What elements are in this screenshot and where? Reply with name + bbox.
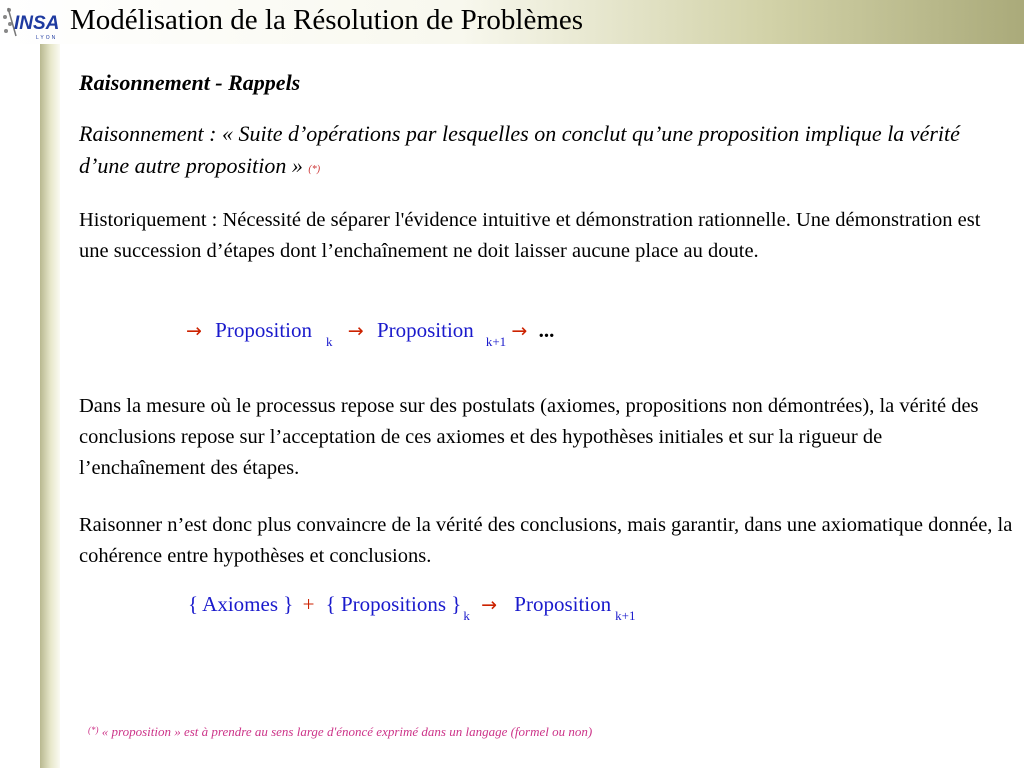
decorative-sidebar bbox=[40, 44, 60, 768]
arrow-right-icon: → bbox=[186, 320, 202, 342]
definition-body: Raisonnement : « Suite d’opérations par lesquelles on conclut qu’une proposition implique la vérité d’une autre proposition » bbox=[79, 121, 960, 178]
formula-axiomes-set: { Axiomes } bbox=[188, 592, 294, 616]
footnote-mark: (*) bbox=[88, 725, 99, 735]
paragraph-raisonner: Raisonner n’est donc plus convaincre de la vérité des conclusions, mais garantir, dans une axiomatique donnée, la cohérence entre hypothèses et conclusions. bbox=[79, 514, 1013, 567]
formula-subscript-k: k bbox=[463, 608, 470, 623]
logo-text: INSA bbox=[14, 13, 60, 34]
footnote-text: « proposition » est à prendre au sens large d'énoncé exprimé dans un langage (formel ou non) bbox=[98, 724, 593, 739]
section-subtitle: Raisonnement - Rappels bbox=[79, 70, 301, 95]
definition-footnote-ref: (*) bbox=[308, 164, 321, 175]
formula-subscript-k: k bbox=[326, 334, 333, 349]
formula-ellipsis: ... bbox=[538, 318, 555, 342]
definition-text bbox=[79, 118, 979, 182]
formula-propositions-set: { Propositions } bbox=[325, 592, 462, 616]
plus-icon: + bbox=[302, 592, 315, 616]
title-bar bbox=[0, 0, 1024, 44]
formula-axiomes bbox=[188, 592, 636, 623]
formula-term-k1: Proposition bbox=[376, 318, 474, 342]
formula-subscript-k1: k+1 bbox=[485, 334, 507, 349]
arrow-right-icon: → bbox=[481, 594, 498, 616]
arrow-right-icon: → bbox=[511, 320, 528, 342]
logo-subtext: LYON bbox=[36, 35, 58, 41]
paragraph-historique: Historiquement : Nécessité de séparer l'évidence intuitive et démonstration rationnelle. Une démonstration est une succession d’étapes dont l’enchaînement ne doit laisser aucune place au doute. bbox=[79, 209, 981, 262]
formula-term-k: Proposition bbox=[215, 318, 313, 342]
formula-result: Proposition bbox=[514, 592, 612, 616]
slide-title: Modélisation de la Résolution de Problèmes bbox=[70, 4, 584, 36]
footnote bbox=[88, 724, 592, 740]
arrow-right-icon: → bbox=[347, 320, 364, 342]
formula-subscript-k1: k+1 bbox=[615, 608, 636, 623]
paragraph-postulats: Dans la mesure où le processus repose sur des postulats (axiomes, propositions non démontrées), la vérité des conclusions repose sur l’acceptation de ces axiomes et des hypothèses initiales et sur la rigueur de l’enchaînement des étapes. bbox=[79, 395, 979, 479]
insa-lyon-logo bbox=[2, 2, 62, 42]
formula-chain bbox=[186, 318, 555, 349]
